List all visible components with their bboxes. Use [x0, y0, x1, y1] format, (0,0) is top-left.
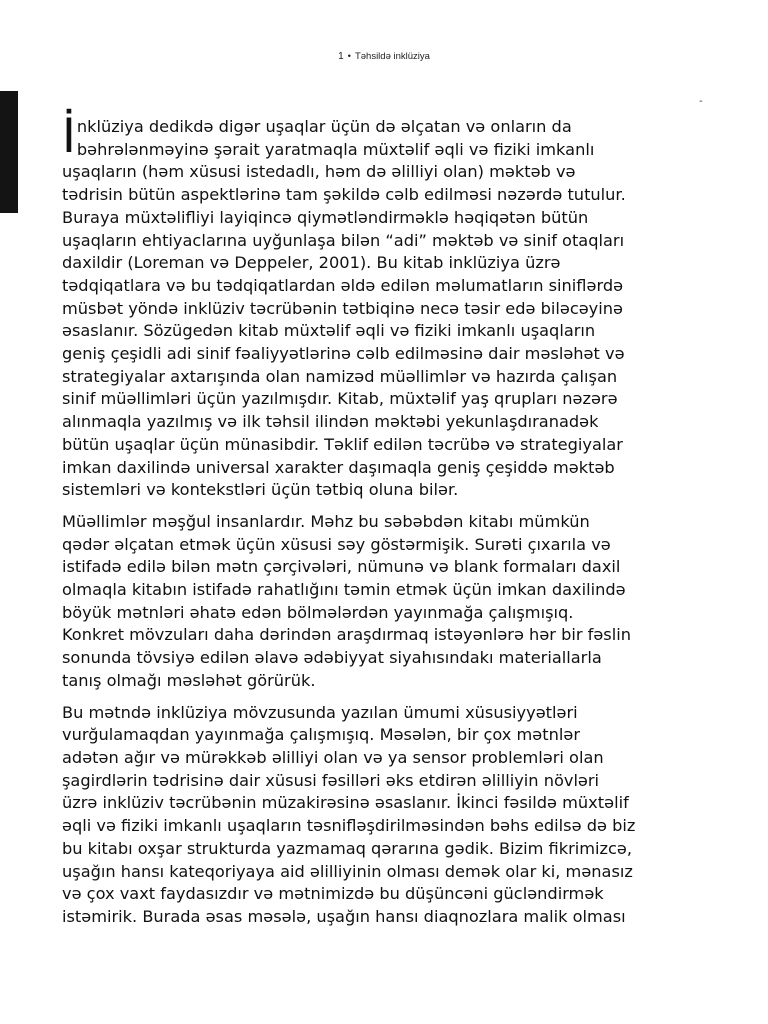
page-number: 1 — [338, 51, 344, 62]
drop-cap: İ — [62, 109, 76, 164]
text-line: olmaqla kitabın istifadə rahatlığını təmin etmək üçün imkan daxilində — [62, 580, 626, 600]
text-line: sistemləri və kontekstləri üçün tətbiq oluna bilər. — [62, 480, 459, 500]
text-line: daxildir (Loreman və Deppeler, 2001). Bu kitab inklüziya üzrə — [62, 253, 561, 273]
text-line: tanış olmağı məsləhət görürük. — [62, 670, 316, 690]
text-line: uşaqların (həm xüsusi istedadlı, həm də əlilliyi olan) məktəb və — [62, 162, 576, 182]
text-line: şagirdlərin tədrisinə dair xüsusi fəsilləri əks etdirən əlilliyin növləri — [62, 770, 600, 790]
text-line: bütün uşaqlar üçün münasibdir. Təklif edilən təcrübə və strategiyalar — [62, 434, 623, 454]
header-separator: • — [347, 51, 351, 62]
text-line: strategiyalar axtarışında olan namizəd müəllimlər və hazırda çalışan — [62, 366, 618, 386]
text-line: Konkret mövzuları daha dərindən araşdırmaq istəyənlərə hər bir fəslin — [62, 625, 631, 645]
text-line: sinif müəllimləri üçün yazılmışdır. Kitab, müxtəlif yaş qrupları nəzərə — [62, 389, 618, 409]
running-title: Təhsildə inklüziya — [354, 51, 430, 62]
text-line: sonunda tövsiyə edilən əlavə ədəbiyyat siyahısındakı materiallarla — [62, 648, 602, 668]
text-line: vurğulamaqdan yayınmağa çalışmışıq. Məsələn, bir çox mətnlər — [62, 725, 580, 745]
text-line: adətən ağır və mürəkkəb əlilliyi olan və ya sensor problemləri olan — [62, 747, 604, 767]
corner-mark: - — [699, 96, 703, 107]
body-text — [62, 109, 706, 938]
text-line: bu kitabı oxşar strukturda yazmamaq qərarına gədik. Bizim fikrimizcə, — [62, 838, 633, 858]
text-line: və çox vaxt faydasızdır və mətnimizdə bu düşüncəni gücləndirmək — [62, 884, 604, 904]
paragraph-3 — [62, 702, 706, 929]
text-line: uşağın hansı kateqoriyaya aid əlilliyinin olması demək olar ki, mənasız — [62, 861, 633, 881]
text-line: üzrə inklüziv təcrübənin müzakirəsinə əsaslanır. İkinci fəsildə müxtəlif — [62, 793, 629, 813]
text-line: müsbət yöndə inklüziv təcrübənin tətbiqinə necə təsir edə biləcəyinə — [62, 298, 623, 318]
chapter-side-tab — [0, 91, 18, 213]
text-line: istifadə edilə bilən mətn çərçivələri, nümunə və blank formaları daxil — [62, 557, 621, 577]
text-line: tədqiqatlara və bu tədqiqatlardan əldə edilən məlumatların siniflərdə — [62, 275, 624, 295]
text-line: əsaslanır. Sözügedən kitab müxtəlif əqli və fiziki imkanlı uşaqların — [62, 321, 596, 341]
text-line: böyük mətnləri əhatə edən bölmələrdən yayınmağa çalışmışıq. — [62, 602, 574, 622]
paragraph-1 — [62, 109, 706, 502]
text-line: Buraya müxtəlifliyi layiqincə qiymətləndirməklə həqiqətən bütün — [62, 207, 589, 227]
text-line: Bu mətndə inklüziya mövzusunda yazılan ümumi xüsusiyyətləri — [62, 702, 578, 722]
text-line: tədrisin bütün aspektlərinə tam şəkildə cəlb edilməsi nəzərdə tutulur. — [62, 185, 626, 205]
text-line: bəhrələnməyinə şərait yaratmaqla müxtəlif əqli və fiziki imkanlı — [76, 139, 595, 159]
text-line: Müəllimlər məşğul insanlardır. Məhz bu səbəbdən kitabı mümkün — [62, 511, 590, 531]
running-header — [0, 51, 768, 62]
paragraph-2 — [62, 511, 706, 693]
text-line: uşaqların ehtiyaclarına uyğunlaşa bilən “adi” məktəb və sinif otaqları — [62, 230, 625, 250]
text-line: nklüziya dedikdə digər uşaqlar üçün də əlçatan və onların da — [76, 117, 572, 136]
text-line: alınmaqla yazılmış və ilk təhsil ilindən məktəbi yekunlaşdıranadək — [62, 412, 599, 432]
text-line: istəmirik. Burada əsas məsələ, uşağın hansı diaqnozlara malik olması — [62, 906, 626, 926]
text-line: imkan daxilində universal xarakter daşımaqla geniş çeşiddə məktəb — [62, 457, 615, 477]
text-line: geniş çeşidli adi sinif fəaliyyətlərinə cəlb edilməsinə dair məsləhət və — [62, 344, 625, 364]
text-line: qədər əlçatan etmək üçün xüsusi səy göstərmişik. Surəti çıxarıla və — [62, 534, 611, 554]
text-line: əqli və fiziki imkanlı uşaqların təsnifləşdirilməsindən bəhs edilsə də biz — [62, 816, 636, 836]
